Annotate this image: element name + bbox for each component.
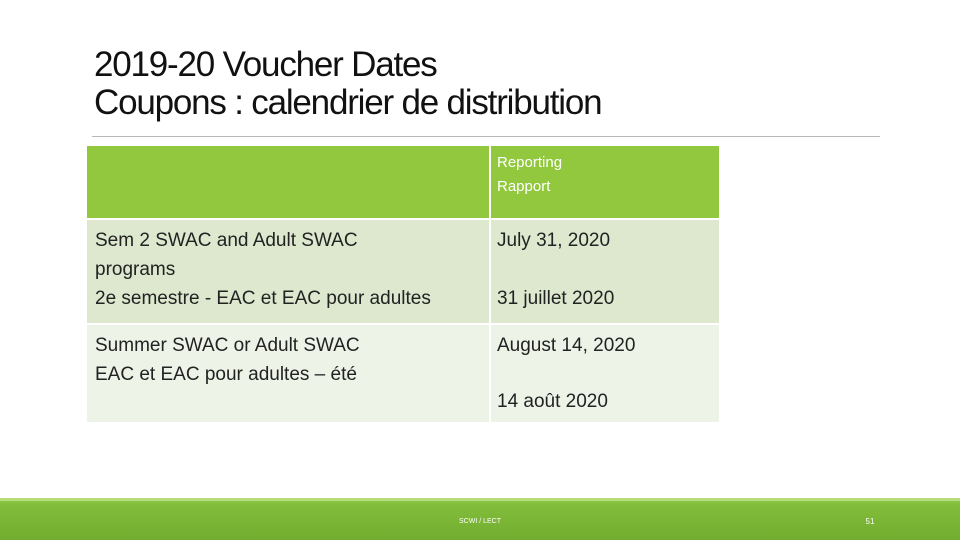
program-name-fr: EAC et EAC pour adultes – été — [95, 364, 357, 385]
reporting-date-cell — [490, 219, 720, 324]
reporting-date-cell — [490, 324, 720, 423]
table-row — [86, 324, 720, 423]
slide-title-line-1: 2019-20 Voucher Dates — [94, 45, 437, 84]
footer-bar-highlight — [0, 498, 960, 501]
slide-title — [94, 46, 874, 122]
reporting-date-fr: 14 août 2020 — [497, 391, 608, 412]
date-spacer — [497, 255, 719, 284]
table-row — [86, 219, 720, 324]
program-name-fr: 2e semestre - EAC et EAC pour adultes — [95, 288, 431, 309]
header-cell-program — [86, 145, 490, 219]
program-name-en: Summer SWAC or Adult SWAC — [95, 335, 360, 356]
program-cell — [86, 324, 490, 423]
header-reporting-fr: Rapport — [497, 178, 551, 195]
reporting-date-en: August 14, 2020 — [497, 335, 636, 356]
voucher-dates-table — [85, 144, 721, 424]
title-divider — [92, 136, 880, 137]
reporting-date-en: July 31, 2020 — [497, 230, 611, 251]
program-cell — [86, 219, 490, 324]
header-cell-reporting — [490, 145, 720, 219]
footer-label: SCWI / LECT — [458, 518, 501, 525]
reporting-date-fr: 31 juillet 2020 — [497, 288, 615, 309]
date-spacer — [497, 360, 719, 387]
program-name-en: Sem 2 SWAC and Adult SWAC — [95, 230, 358, 251]
slide-title-line-2: Coupons : calendrier de distribution — [94, 83, 602, 122]
header-reporting-en: Reporting — [497, 154, 563, 171]
program-name-en-cont: programs — [95, 259, 176, 280]
page-number: 51 — [865, 517, 875, 526]
table-header-row — [86, 145, 720, 219]
